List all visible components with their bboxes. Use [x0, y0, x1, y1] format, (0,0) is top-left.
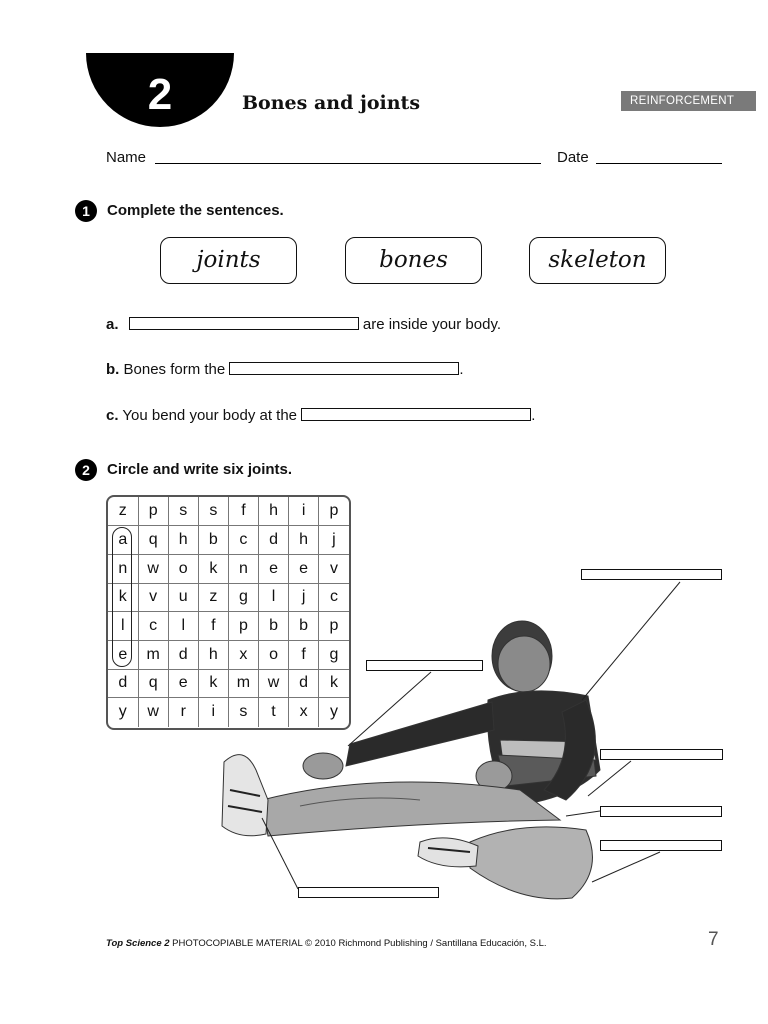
grid-cell[interactable]: g [228, 583, 258, 612]
grid-cell[interactable]: l [258, 583, 288, 612]
grid-cell[interactable]: l [108, 612, 138, 641]
grid-cell[interactable]: i [198, 698, 228, 727]
grid-cell[interactable]: z [108, 497, 138, 526]
grid-cell[interactable]: d [258, 526, 288, 555]
grid-cell[interactable]: s [198, 497, 228, 526]
exercise-2-number: 2 [75, 459, 97, 481]
grid-cell[interactable]: d [168, 640, 198, 669]
grid-cell[interactable]: h [258, 497, 288, 526]
grid-cell[interactable]: z [198, 583, 228, 612]
word-card-joints: joints [160, 237, 297, 284]
grid-cell[interactable]: o [168, 554, 198, 583]
sentence-end: . [531, 407, 536, 424]
grid-cell[interactable]: b [289, 612, 319, 641]
grid-cell[interactable]: s [228, 698, 258, 727]
grid-cell[interactable]: p [228, 612, 258, 641]
grid-cell[interactable]: c [228, 526, 258, 555]
grid-cell[interactable]: f [198, 612, 228, 641]
grid-cell[interactable]: c [319, 583, 349, 612]
grid-cell[interactable]: y [329, 703, 338, 721]
grid-cell[interactable]: q [138, 526, 168, 555]
sentence-end: . [459, 361, 464, 378]
grid-cell[interactable]: t [258, 698, 288, 727]
footer-copyright [106, 938, 547, 949]
grid-cell[interactable]: g [319, 640, 349, 669]
sentence-text: are inside your body. [362, 316, 501, 333]
grid-cell[interactable]: b [258, 612, 288, 641]
grid-cell[interactable]: e [108, 640, 138, 669]
joint-label-box[interactable] [366, 660, 483, 671]
grid-cell[interactable]: x [228, 640, 258, 669]
grid-cell[interactable]: j [319, 526, 349, 555]
grid-cell[interactable]: h [289, 526, 319, 555]
word-card-skeleton: skeleton [529, 237, 666, 284]
footer-text: PHOTOCOPIABLE MATERIAL © 2010 Richmond Publishing / Santillana Educación, S.L. [169, 938, 547, 949]
grid-cell[interactable]: k [319, 669, 349, 698]
page-number: 7 [708, 929, 719, 950]
sentence-letter: b. [106, 361, 120, 378]
sentence-letter: a. [106, 316, 119, 333]
exercise-1-instruction: Complete the sentences. [107, 202, 284, 219]
grid-cell[interactable]: x [289, 698, 319, 727]
grid-cell[interactable]: e [168, 669, 198, 698]
grid-cell[interactable]: b [198, 526, 228, 555]
grid-cell[interactable]: p [319, 497, 349, 526]
reinforcement-tag: REINFORCEMENT [621, 91, 756, 111]
grid-cell[interactable]: v [138, 583, 168, 612]
exercise-1-number: 1 [75, 200, 97, 222]
grid-cell[interactable]: f [289, 640, 319, 669]
grid-cell[interactable]: d [108, 669, 138, 698]
date-label: Date [557, 149, 589, 166]
grid-cell[interactable]: c [138, 612, 168, 641]
grid-cell[interactable]: v [319, 554, 349, 583]
leader-line-shoulder [582, 582, 680, 700]
joint-label-box[interactable] [600, 806, 722, 817]
grid-cell[interactable]: e [258, 554, 288, 583]
grid-cell[interactable]: w [258, 669, 288, 698]
grid-cell[interactable]: n [108, 554, 138, 583]
grid-cell[interactable]: o [258, 640, 288, 669]
word-card-bones: bones [345, 237, 482, 284]
unit-number: 2 [147, 70, 173, 119]
grid-cell[interactable]: y [108, 698, 138, 727]
joint-label-box[interactable] [298, 887, 439, 898]
grid-cell[interactable]: l [168, 612, 198, 641]
grid-cell[interactable]: k [108, 583, 138, 612]
sentence-letter: c. [106, 407, 119, 424]
grid-cell[interactable]: w [138, 554, 168, 583]
sentence-text: Bones form the [123, 361, 226, 378]
grid-cell[interactable]: k [198, 554, 228, 583]
grid-cell[interactable]: p [138, 497, 168, 526]
name-label: Name [106, 149, 147, 166]
grid-cell[interactable]: d [289, 669, 319, 698]
grid-cell[interactable]: k [198, 669, 228, 698]
grid-cell[interactable]: j [289, 583, 319, 612]
grid-cell[interactable]: n [228, 554, 258, 583]
page-title: Bones and joints [242, 92, 421, 114]
grid-cell[interactable]: m [138, 640, 168, 669]
grid-cell[interactable]: i [289, 497, 319, 526]
grid-cell[interactable]: q [138, 669, 168, 698]
grid-cell[interactable]: h [168, 526, 198, 555]
grid-cell[interactable]: a [108, 526, 138, 555]
grid-cell[interactable]: e [289, 554, 319, 583]
grid-cell[interactable]: p [319, 612, 349, 641]
joint-label-box[interactable] [581, 569, 722, 580]
joint-label-box[interactable] [600, 749, 723, 760]
grid-cell[interactable]: h [198, 640, 228, 669]
grid-cell[interactable]: u [168, 583, 198, 612]
grid-cell[interactable]: f [228, 497, 258, 526]
grid-cell[interactable]: w [138, 698, 168, 727]
joint-label-box[interactable] [600, 840, 722, 851]
grid-cell[interactable]: s [168, 497, 198, 526]
grid-cell[interactable]: m [228, 669, 258, 698]
exercise-2-instruction: Circle and write six joints. [107, 461, 293, 478]
sentence-text: You bend your body at the [122, 407, 298, 424]
footer-book-title: Top Science 2 [106, 938, 170, 949]
grid-cell[interactable]: r [168, 698, 198, 727]
